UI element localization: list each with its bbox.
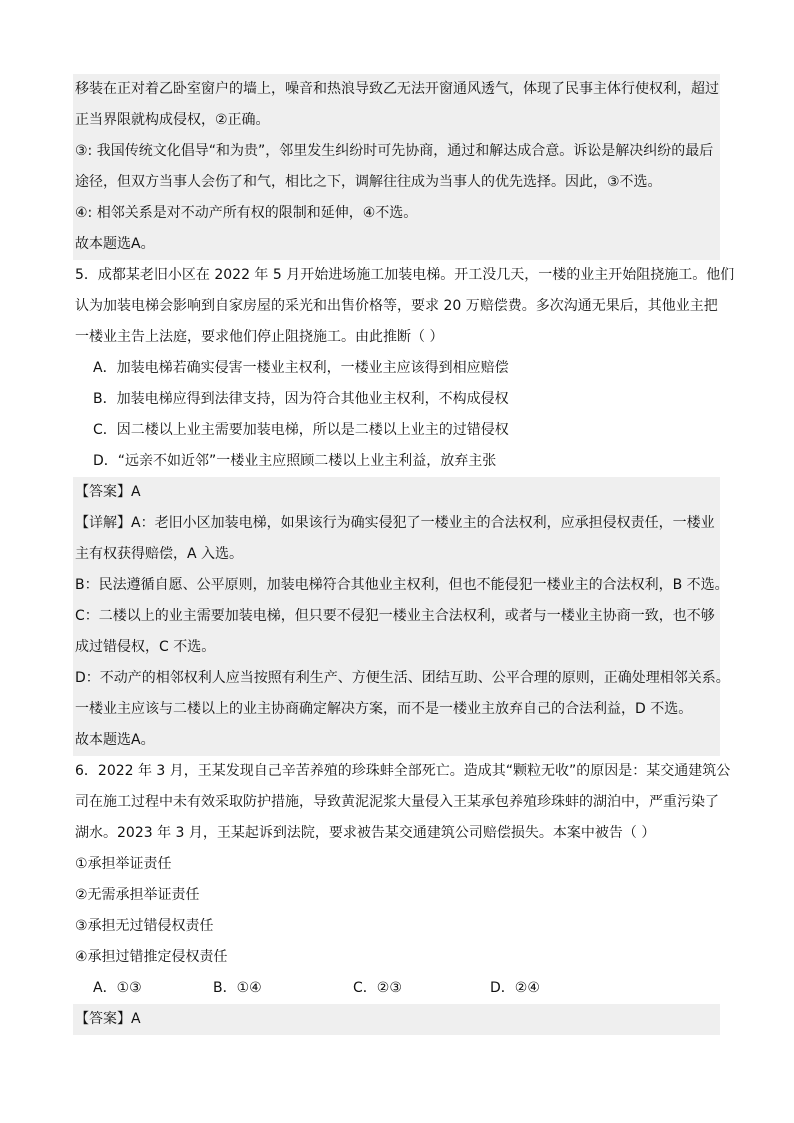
answer-label: 【答案】A xyxy=(75,1011,141,1027)
analysis-line: 一楼业主应该与二楼以上的业主协商确定解决方案，而不是一楼业主放弃自己的合法利益，D 不选。 xyxy=(75,701,693,717)
choice-b: B．①④ xyxy=(213,980,262,996)
answer-label: 【答案】A xyxy=(75,484,141,500)
choice-c: C．②③ xyxy=(353,980,402,996)
option-b: B．加装电梯应得到法律支持，因为符合其他业主权利，不构成侵权 xyxy=(93,391,509,407)
statement-4: ④承担过错推定侵权责任 xyxy=(75,949,228,965)
document-page xyxy=(73,74,735,1035)
question-6 xyxy=(73,756,731,1004)
answer-q6 xyxy=(73,1004,720,1035)
analysis-line: 成过错侵权，C 不选。 xyxy=(75,639,216,655)
question-stem-line: 一楼业主告上法庭，要求他们停止阻挠施工。由此推断（ ） xyxy=(75,329,444,345)
analysis-line: 移装在正对着乙卧室窗户的墙上，噪音和热浪导致乙无法开窗通风透气，体现了民事主体行使权利，超过 xyxy=(75,81,719,97)
question-stem-line: 司在施工过程中未有效采取防护措施，导致黄泥泥浆大量侵入王某承包养殖珍珠蚌的湖泊中，严重污染了 xyxy=(75,794,719,810)
statement-1: ①承担举证责任 xyxy=(75,856,172,872)
question-stem-line: 认为加装电梯会影响到自家房屋的采光和出售价格等，要求 20 万赔偿费。多次沟通无果后，其他业主把 xyxy=(75,298,718,314)
analysis-conclusion: 故本题选A。 xyxy=(75,732,155,748)
analysis-line: B：民法遵循自愿、公平原则，加装电梯符合其他业主权利，但也不能侵犯一楼业主的合法权利，B 不选。 xyxy=(75,577,729,593)
analysis-conclusion: 故本题选A。 xyxy=(75,236,155,252)
analysis-q4-tail xyxy=(73,74,720,260)
analysis-line: C：二楼以上的业主需要加装电梯，但只要不侵犯一楼业主合法权利，或者与一楼业主协商一致，也不够 xyxy=(75,608,715,624)
question-stem-line: 5．成都某老旧小区在 2022 年 5 月开始进场施工加装电梯。开工没几天，一楼的业主开始阻挠施工。他们 xyxy=(75,267,735,283)
choice-a: A．①③ xyxy=(93,980,142,996)
statement-2: ②无需承担举证责任 xyxy=(75,887,200,903)
option-d: D．“远亲不如近邻”一楼业主应照顾二楼以上业主利益，放弃主张 xyxy=(93,453,497,469)
analysis-line: 主有权获得赔偿，A 入选。 xyxy=(75,546,244,562)
option-a: A．加装电梯若确实侵害一楼业主权利，一楼业主应该得到相应赔偿 xyxy=(93,360,509,376)
choice-row xyxy=(73,973,720,1004)
analysis-line: ③: 我国传统文化倡导“和为贵”，邻里发生纠纷时可先协商，通过和解达成合意。诉讼是解决纠纷的最后 xyxy=(75,143,714,159)
statement-3: ③承担无过错侵权责任 xyxy=(75,918,214,934)
analysis-line: 正当界限就构成侵权，②正确。 xyxy=(75,112,270,128)
analysis-line: 途径，但双方当事人会伤了和气，相比之下，调解往往成为当事人的优先选择。因此，③不选。 xyxy=(75,174,662,190)
analysis-line: ④: 相邻关系是对不动产所有权的限制和延伸，④不选。 xyxy=(75,205,418,221)
analysis-line: 【详解】A：老旧小区加装电梯，如果该行为确实侵犯了一楼业主的合法权利，应承担侵权责任，一楼业 xyxy=(75,515,715,531)
question-stem-line: 湖水。2023 年 3 月，王某起诉到法院，要求被告某交通建筑公司赔偿损失。本案中被告（ ） xyxy=(75,825,656,841)
analysis-line: D：不动产的相邻权利人应当按照有利生产、方便生活、团结互助、公平合理的原则，正确处理相邻关系。 xyxy=(75,670,730,686)
option-c: C．因二楼以上业主需要加装电梯，所以是二楼以上业主的过错侵权 xyxy=(93,422,509,438)
question-5 xyxy=(73,260,735,477)
question-stem-line: 6．2022 年 3 月，王某发现自己辛苦养殖的珍珠蚌全部死亡。造成其“颗粒无收”的原因是：某交通建筑公 xyxy=(75,763,731,779)
choice-d: D．②④ xyxy=(490,980,540,996)
answer-analysis-q5 xyxy=(73,477,730,756)
